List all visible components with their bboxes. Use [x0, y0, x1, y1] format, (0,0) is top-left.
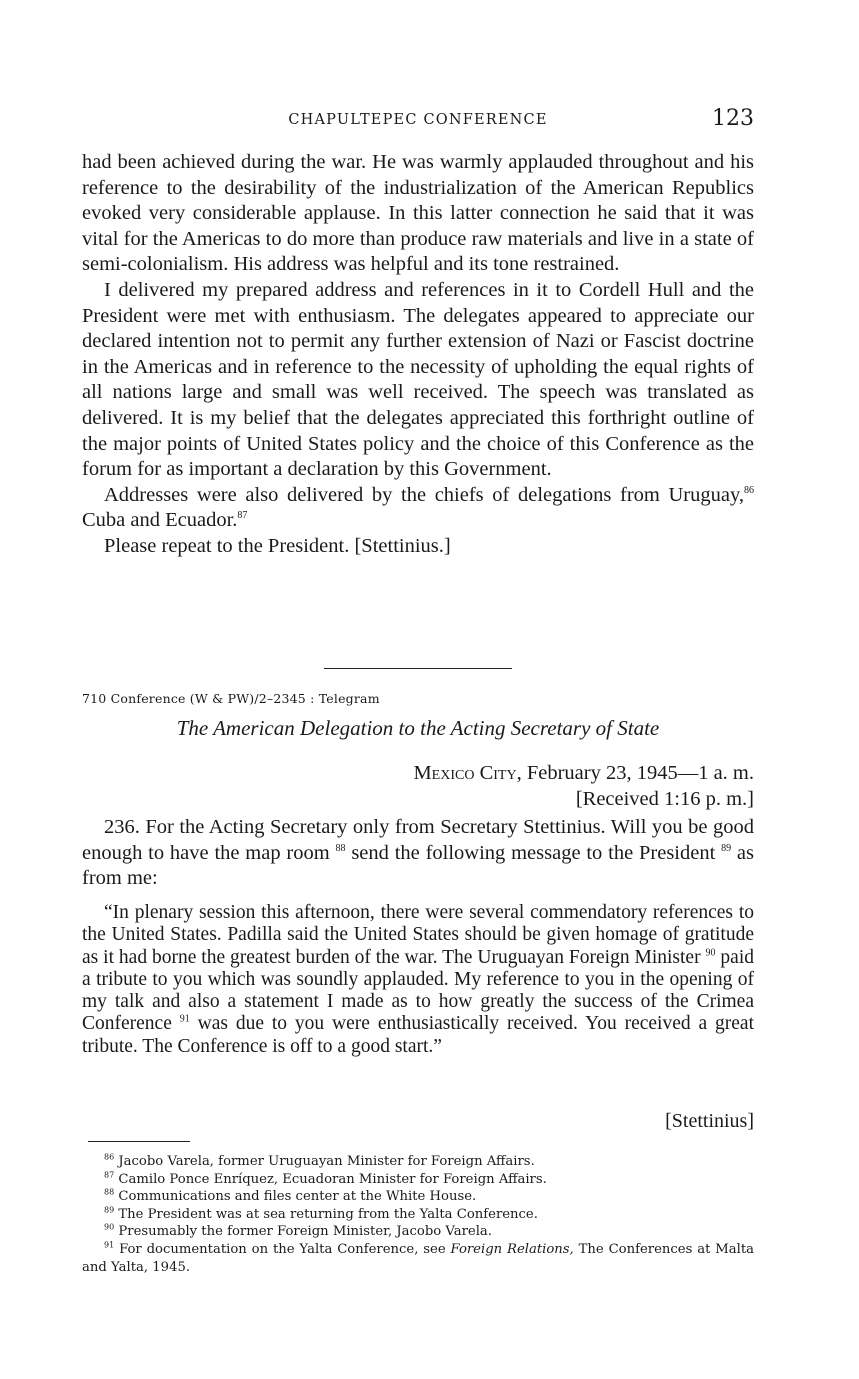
- paragraph: Please repeat to the President. [Stettinius.]: [104, 534, 451, 557]
- paragraph: had been achieved during the war. He was warmly applauded throughout and his reference to the desirability of the industrialization of the American Republics evoked very considerable applause. In this latter connection he said that it was vital for the Americas to do more than produce raw materials and live in a state of semi-colonialism. His address was helpful and its tone restrained.: [82, 151, 754, 276]
- running-head: [82, 106, 754, 136]
- section-divider: [324, 668, 512, 669]
- telegram-intro: [82, 815, 754, 892]
- dateline: [413, 760, 754, 812]
- received-time: [Received 1:16 p. m.]: [575, 788, 754, 810]
- signature: [Stettinius]: [665, 1110, 754, 1132]
- footnote-ref: 86: [744, 484, 754, 496]
- footnote-divider: [88, 1141, 190, 1142]
- paragraph: 236. For the Acting Secretary only from Secretary Stettinius. Will you be good enough to have the map room $^{88}$ send the following message to the President $^{89}$ as from me:: [82, 816, 755, 890]
- document-heading: The American Delegation to the Acting Secretary of State: [176, 716, 660, 740]
- document-reference: 710 Conference (W & PW)/2–2345 : Telegram: [82, 691, 380, 706]
- footnote: $^{86}$ Jacobo Varela, former Uruguayan Minister for Foreign Affairs.: [104, 1152, 535, 1169]
- paragraph: “In plenary session this afternoon, there were several commendatory references to the United States. Padilla said the United States should be given homage of gratitude as it had borne the greatest burden of the war. The Uruguayan Foreign Minister $^{90}$ paid a tribute to you which was soundly applauded. My reference to you in the opening of my talk and also a statement I made as to how greatly the success of the Crimea Conference $^{91}$ was due to you were enthusiastically received. You received a great tribute. The Conference is off to a good start.”: [82, 902, 754, 1057]
- footnote: $^{89}$ The President was at sea returning from the Yalta Conference.: [104, 1205, 538, 1222]
- footnote-ref: 88: [335, 842, 346, 854]
- footnote: $^{88}$ Communications and files center at the White House.: [104, 1187, 477, 1205]
- continued-text: [82, 150, 754, 560]
- footnote: $^{87}$ Camilo Ponce Enríquez, Ecuadoran Minister for Foreign Affairs.: [104, 1170, 547, 1187]
- dateline-place: Mexico City,: [413, 762, 522, 784]
- footnote-ref: 91: [179, 1013, 190, 1025]
- footnote: $^{90}$ Presumably the former Foreign Minister, Jacobo Varela.: [104, 1222, 492, 1240]
- footnote: $^{91}$ For documentation on the Yalta Conference, see Foreign Relations, The Conferences at Malta and Yalta, 1945.: [82, 1240, 754, 1275]
- page-number: 123: [712, 106, 754, 131]
- footnote-ref: 90: [705, 947, 716, 959]
- paragraph: I delivered my prepared address and references in it to Cordell Hull and the President were met with enthusiasm. The delegates appeared to appreciate our declared intention not to permit any further extension of Nazi or Fascist doctrine in the Americas and in reference to the necessity of upholding the equal rights of all nations large and small was well received. The speech was translated as delivered. It is my belief that the delegates appreciated this forthright outline of the major points of United States policy and the choice of this Conference as the forum for as important a declaration by this Government.: [82, 278, 754, 481]
- paragraph: Addresses were also delivered by the chiefs of delegations from Uruguay,$^{86}$ Cuba and Ecuador.$^{87}$: [82, 483, 754, 532]
- dateline-date: February 23, 1945—1 a. m.: [521, 762, 754, 784]
- footnotes: [82, 1153, 754, 1276]
- footnote-ref: 89: [721, 842, 732, 854]
- quoted-message: [82, 902, 754, 1058]
- running-title: CHAPULTEPEC CONFERENCE: [288, 112, 548, 128]
- document-page: [82, 0, 754, 1379]
- footnote-ref: 87: [237, 510, 248, 522]
